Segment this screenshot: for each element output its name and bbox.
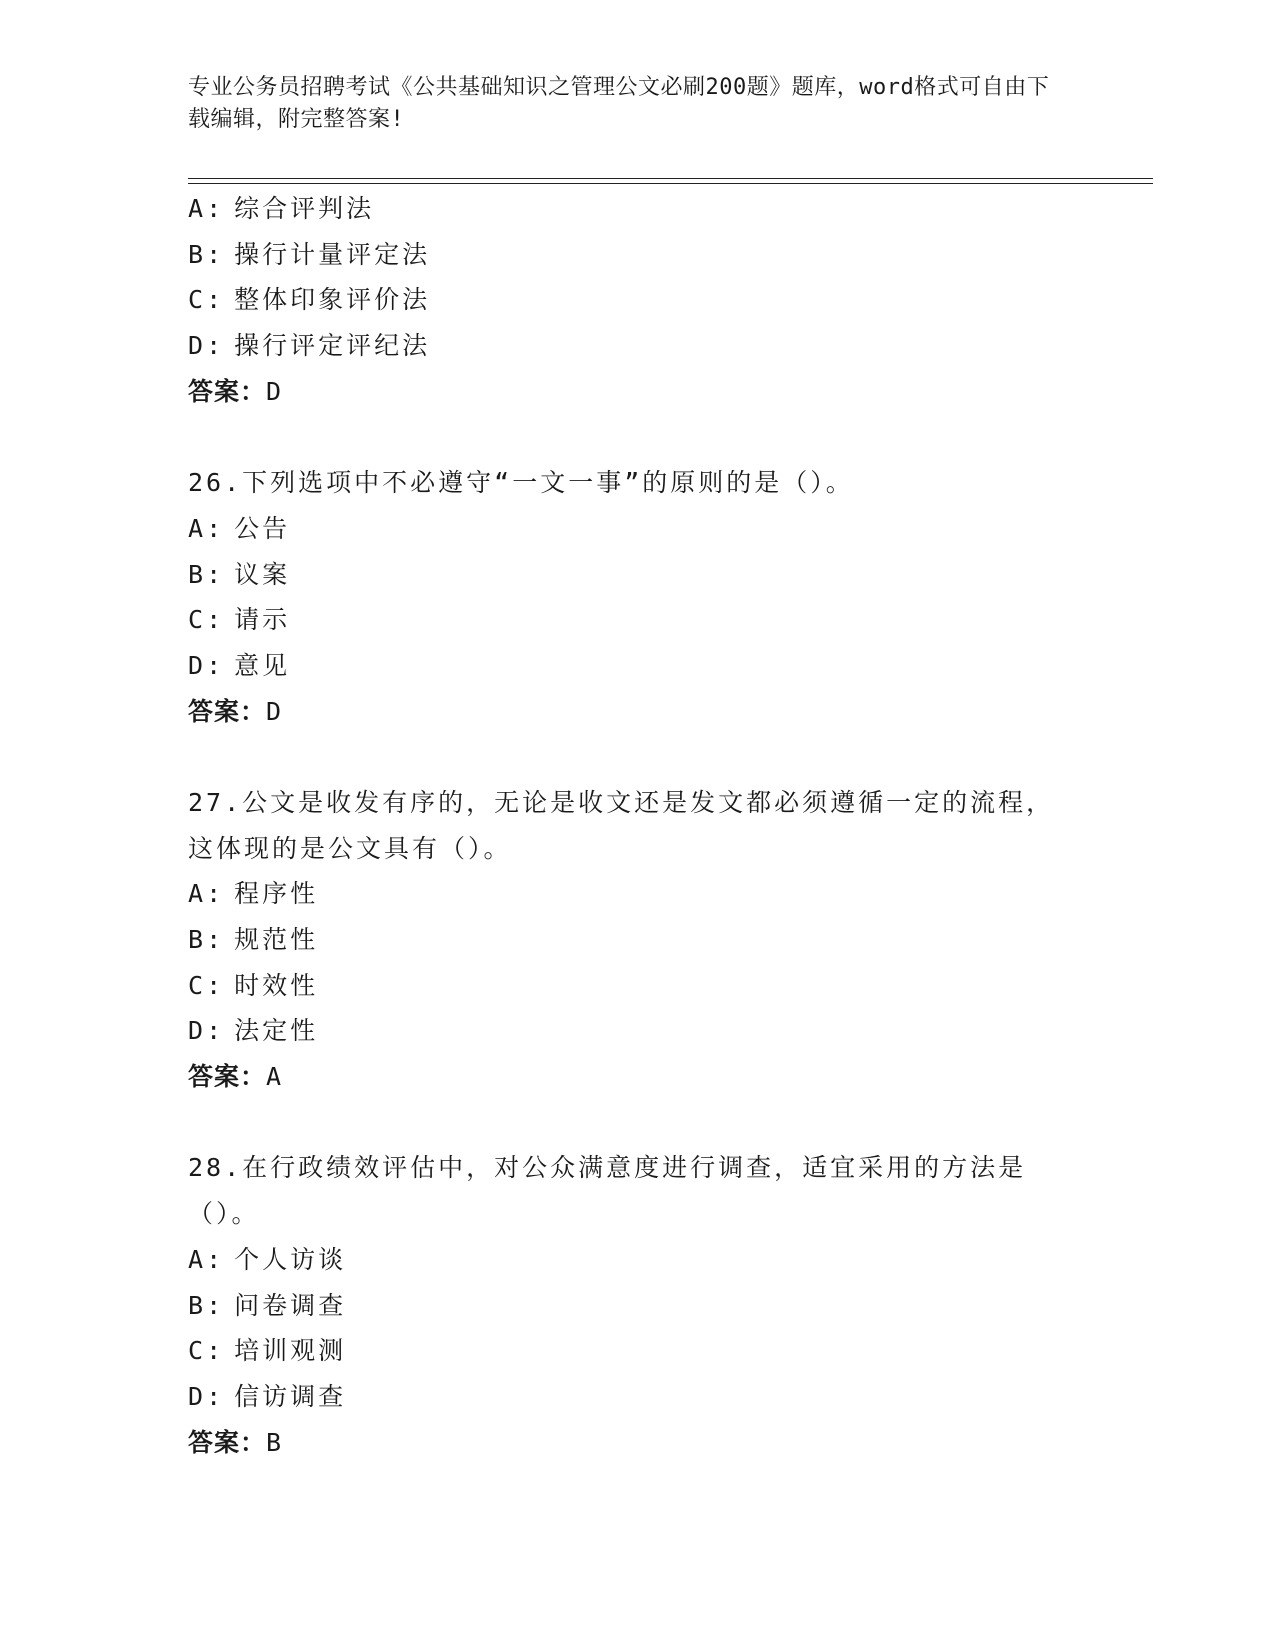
option-a: A: 综合评判法: [188, 194, 375, 223]
option-d: D: 法定性: [188, 1016, 319, 1046]
option-c: C: 培训观测: [188, 1336, 347, 1366]
answer-line: [188, 689, 1088, 735]
option-b: B: 操行计量评定法: [188, 239, 431, 269]
answer-label: 答案：: [188, 1427, 267, 1457]
answer-label: 答案：: [188, 696, 267, 726]
answer-line: [188, 1054, 1088, 1100]
option-c: C: 整体印象评价法: [188, 285, 431, 315]
answer-value: A: [266, 1062, 283, 1092]
question-27: [188, 780, 1088, 1100]
question-list: [188, 186, 1088, 1465]
answer-value: D: [266, 696, 283, 726]
document-title: 专业公务员招聘考试《公共基础知识之管理公文必刷200题》题库，word格式可自由下载编辑，附完整答案!: [188, 75, 1050, 132]
question-text: 28.在行政绩效评估中，对公众满意度进行调查，适宜采用的方法是（）。: [188, 1153, 1027, 1229]
spacer: [188, 734, 1088, 780]
option-a: A: 公告: [188, 513, 291, 543]
answer-value: B: [266, 1427, 283, 1457]
option-d: D: 意见: [188, 650, 291, 680]
question-text: 26.下列选项中不必遵守“一文一事”的原则的是（）。: [188, 468, 854, 498]
option-a: A: 程序性: [188, 879, 319, 909]
answer-line: [188, 1420, 1088, 1466]
document-header: [188, 72, 1068, 136]
option-b: B: 问卷调查: [188, 1290, 347, 1320]
option-d: D: 信访调查: [188, 1381, 347, 1411]
answer-value: D: [266, 376, 283, 406]
answer-label: 答案：: [188, 1062, 267, 1092]
header-divider-top: [188, 178, 1153, 179]
header-divider-bottom: [188, 183, 1153, 184]
option-c: C: 时效性: [188, 970, 319, 1000]
option-d: D: 操行评定评纪法: [188, 331, 431, 361]
answer-line: [188, 369, 1088, 415]
answer-label: 答案：: [188, 376, 267, 406]
question-26: [188, 460, 1088, 734]
spacer: [188, 414, 1088, 460]
option-a: A: 个人访谈: [188, 1244, 347, 1274]
spacer: [188, 1100, 1088, 1146]
question-text: 27.公文是收发有序的，无论是收文还是发文都必须遵循一定的流程，这体现的是公文具有（）。: [188, 787, 1055, 863]
question-28: [188, 1145, 1088, 1465]
option-b: B: 议案: [188, 559, 291, 589]
option-c: C: 请示: [188, 605, 291, 635]
question-25-continued: [188, 186, 1088, 414]
option-b: B: 规范性: [188, 925, 319, 955]
